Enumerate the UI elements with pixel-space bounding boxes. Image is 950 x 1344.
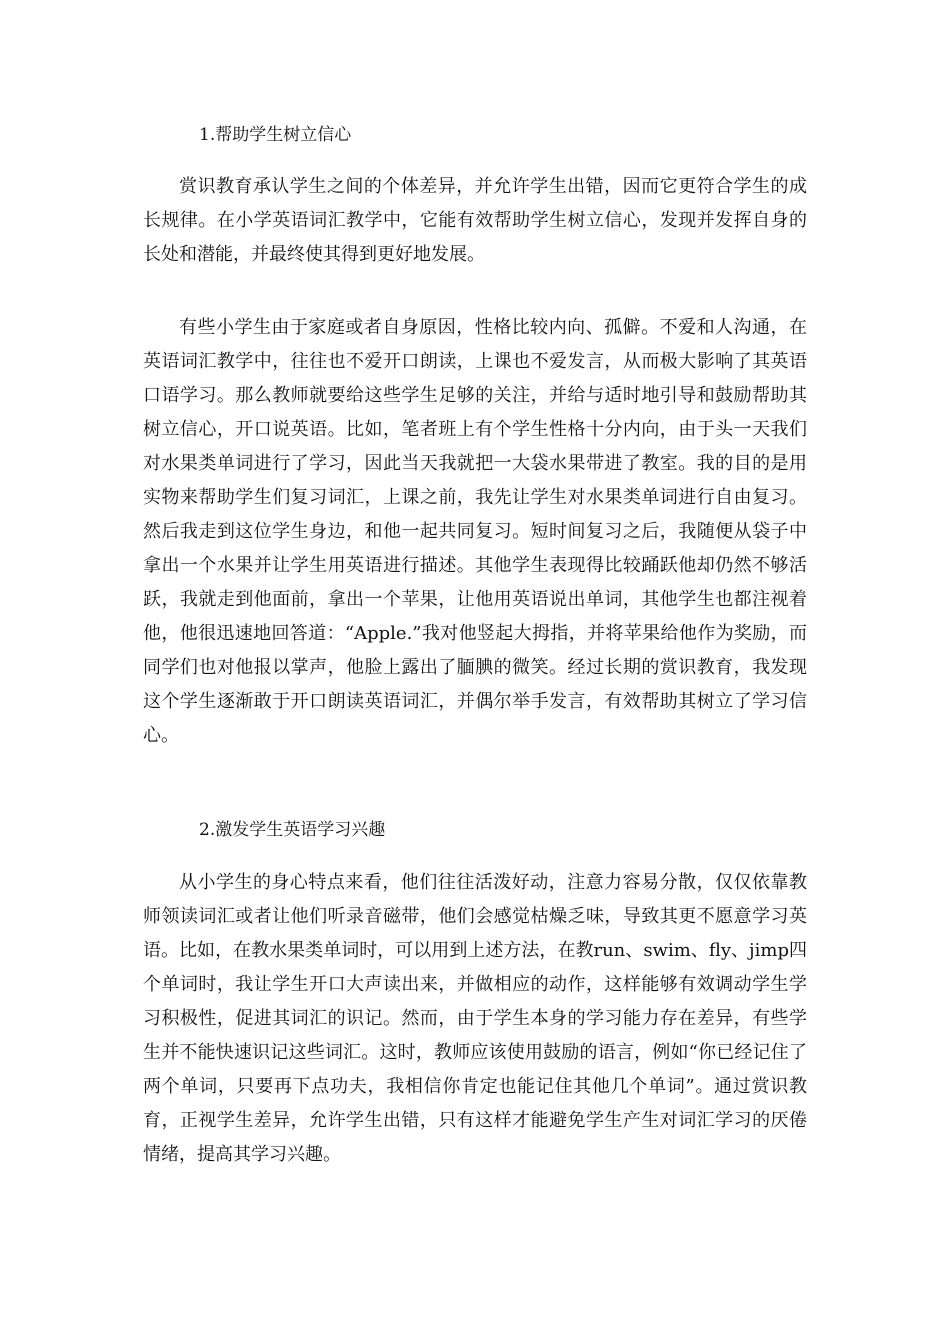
paragraph: 赏识教育承认学生之间的个体差异，并允许学生出错，因而它更符合学生的成长规律。在小学英语词汇教学中，它能有效帮助学生树立信心，发现并发挥自身的长处和潜能，并最终使其得到更好地发展。 xyxy=(143,176,807,265)
section-heading: 2.激发学生英语学习兴趣 xyxy=(199,820,386,840)
paragraph: 有些小学生由于家庭或者自身原因，性格比较内向、孤僻。不爱和人沟通，在英语词汇教学中，往往也不爱开口朗读，上课也不爱发言，从而极大影响了其英语口语学习。那么教师就要给这些学生足够的关注，并给与适时地引导和鼓励帮助其树立信心，开口说英语。比如，笔者班上有个学生性格十分内向，由于头一天我们对水果类单词进行了学习，因此当天我就把一大袋水果带进了教室。我的目的是用实物来帮助学生们复习词汇，上课之前，我先让学生对水果类单词进行自由复习。 然后我走到这位学生身边，和他一起共同复习。短时间复习之后，我随便从袋子中拿出一个水果并让学生用英语进行描述。其他学生表现得比较踊跃他却仍然不够活跃，我就走到他面前，拿出一个苹果，让他用英语说出单词，其他学生也都注视着他，他很迅速地回答道：“Apple.”我对他竖起大拇指，并将苹果给他作为奖励，而同学们也对他报以掌声，他脸上露出了腼腆的微笑。经过长期的赏识教育，我发现这个学生逐渐敢于开口朗读英语词汇，并偶尔举手发言，有效帮助其树立了学习信心。 xyxy=(143,317,807,746)
paragraph: 从小学生的身心特点来看，他们往往活泼好动，注意力容易分散，仅仅依靠教师领读词汇或者让他们听录音磁带，他们会感觉枯燥乏味，导致其更不愿意学习英语。比如，在教水果类单词时，可以用到上述方法，在教run、swim、fly、jimp四个单词时，我让学生开口大声读出来，并做相应的动作，这样能够有效调动学生学习积极性，促进其词汇的识记。然而，由于学生本身的学习能力存在差异，有些学生并不能快速识记这些词汇。这时，教师应该使用鼓励的语言，例如“你已经记住了两个单词，只要再下点功夫，我相信你肯定也能记住其他几个单词”。通过赏识教育，正视学生差异，允许学生出错，只有这样才能避免学生产生对词汇学习的厌倦情绪，提高其学习兴趣。 xyxy=(143,872,807,1165)
section-heading: 1.帮助学生树立信心 xyxy=(199,125,352,145)
